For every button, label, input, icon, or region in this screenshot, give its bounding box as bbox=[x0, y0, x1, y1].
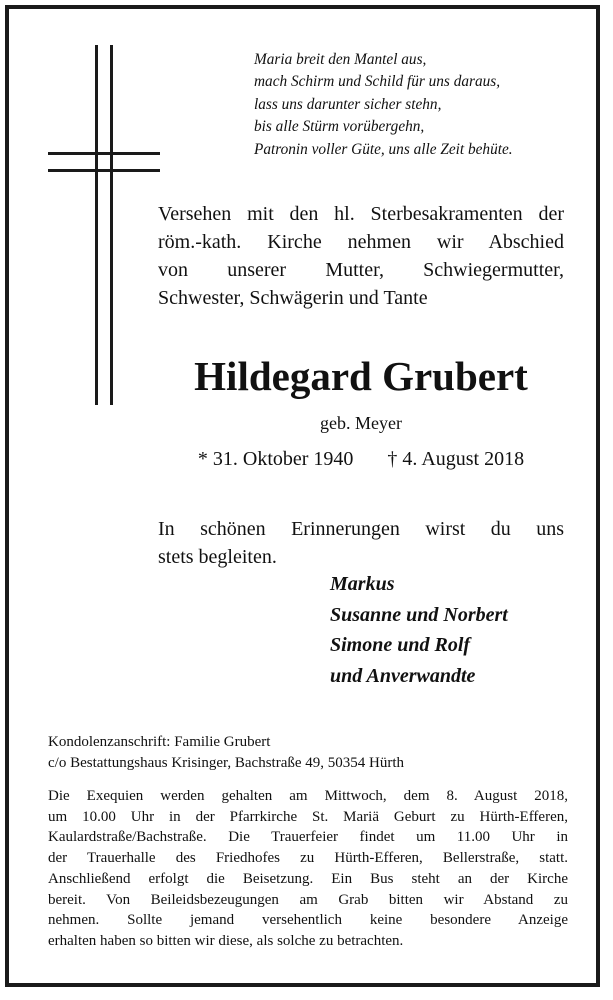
poem bbox=[254, 49, 594, 161]
death-date: † 4. August 2018 bbox=[387, 448, 525, 470]
details-line: bereit. Von Beileidsbezeugungen am Grab bitten wir Abstand zu bbox=[48, 891, 568, 908]
cross-icon bbox=[48, 45, 160, 405]
poem-line: Maria breit den Mantel aus, bbox=[254, 51, 427, 68]
signers-list bbox=[330, 569, 590, 691]
details-line: Kaulardstraße/Bachstraße. Die Trauerfeier findet um 11.00 Uhr in bbox=[48, 829, 568, 846]
address-line: Kondolenzanschrift: Familie Grubert bbox=[48, 734, 271, 750]
intro-line: von unserer Mutter, Schwiegermutter, bbox=[158, 259, 564, 281]
deceased-name: Hildegard Grubert bbox=[194, 353, 528, 399]
intro-text bbox=[158, 200, 564, 312]
funeral-details bbox=[48, 786, 568, 952]
signer: Susanne und Norbert bbox=[330, 603, 508, 626]
memory-text bbox=[158, 515, 564, 571]
life-dates bbox=[158, 445, 564, 473]
poem-line: lass uns darunter sicher stehn, bbox=[254, 95, 442, 113]
intro-line: Versehen mit den hl. Sterbesakramenten der bbox=[158, 203, 564, 225]
address-line: c/o Bestattungshaus Krisinger, Bachstraße 49, 50354 Hürth bbox=[48, 754, 405, 771]
signer: und Anverwandte bbox=[330, 664, 476, 687]
memory-line: In schönen Erinnerungen wirst du uns bbox=[158, 518, 564, 540]
birth-name: geb. Meyer bbox=[320, 413, 402, 433]
intro-line: röm.-kath. Kirche nehmen wir Abschied bbox=[158, 231, 564, 253]
memory-line: stets begleiten. bbox=[158, 546, 277, 568]
condolence-address bbox=[48, 732, 568, 773]
birth-date: * 31. Oktober 1940 bbox=[197, 448, 354, 470]
intro-line: Schwester, Schwägerin und Tante bbox=[158, 287, 428, 309]
poem-line: Patronin voller Güte, uns alle Zeit behüte. bbox=[254, 140, 513, 158]
poem-line: bis alle Stürm vorübergehn, bbox=[254, 118, 425, 136]
details-line: Die Exequien werden gehalten am Mittwoch, dem 8. August 2018, bbox=[48, 788, 568, 804]
signer: Simone und Rolf bbox=[330, 634, 471, 656]
details-line: erhalten haben so bitten wir diese, als solche zu betrachten. bbox=[48, 932, 404, 949]
details-line: Anschließend erfolgt die Beisetzung. Ein Bus steht an der Kirche bbox=[48, 870, 568, 887]
details-line: der Trauerhalle des Friedhofes zu Hürth-Efferen, Bellerstraße, statt. bbox=[48, 850, 568, 867]
poem-line: mach Schirm und Schild für uns daraus, bbox=[254, 73, 501, 91]
details-line: um 10.00 Uhr in der Pfarrkirche St. Mariä Geburt zu Hürth-Efferen, bbox=[48, 808, 568, 825]
details-line: nehmen. Sollte jemand versehentlich keine besondere Anzeige bbox=[48, 912, 568, 929]
signer: Markus bbox=[330, 573, 395, 595]
